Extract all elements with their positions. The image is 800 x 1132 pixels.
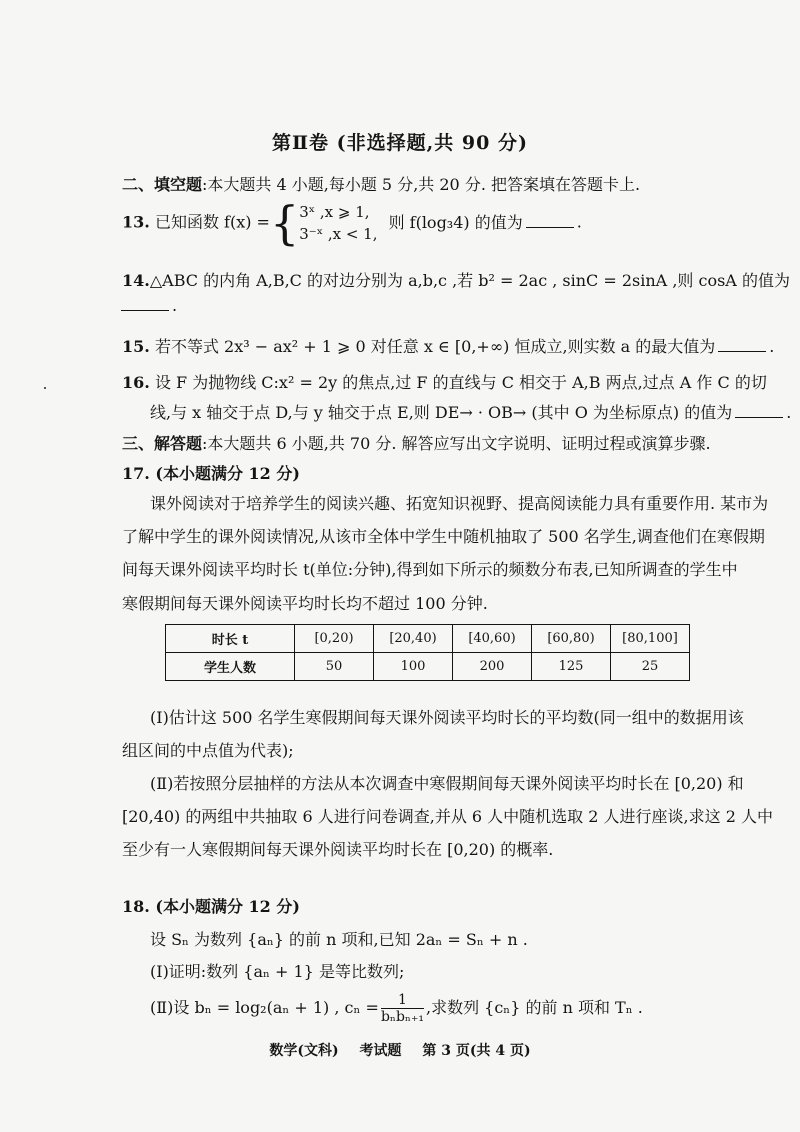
question-16: [122, 370, 767, 393]
q14-text: △ABC 的内角 A,B,C 的对边分别为 a,b,c ,若 b² = 2ac , sinC = 2sinA ,则 cosA 的值为: [149, 271, 790, 290]
question-number: 16.: [122, 373, 150, 392]
q17-part2-line: 至少有一人寒假期间每天课外阅读平均时长在 [0,20) 的概率.: [122, 840, 554, 859]
section-instructions: :本大题共 6 小题,共 70 分. 解答应写出文字说明、证明过程或演算步骤.: [202, 434, 711, 453]
q13-suffix: 则 f(log₃4) 的值为: [388, 212, 523, 232]
count-cell: 100: [374, 653, 453, 681]
question-15: 15. 若不等式 2x³ − ax² + 1 ⩾ 0 对任意 x ∈ [0,+∞) 恒成立,则实数 a 的最大值为 .: [122, 337, 775, 356]
question-number: 13.: [122, 212, 150, 232]
fraction: [381, 992, 424, 1025]
q18-header: 18. (本小题满分 12 分): [122, 897, 300, 916]
case-1: 3ˣ ,x ⩾ 1,: [299, 203, 370, 221]
q15-text: 若不等式 2x³ − ax² + 1 ⩾ 0 对任意 x ∈ [0,+∞) 恒成立,则实数 a 的最大值为: [154, 337, 716, 356]
row-label-students: 学生人数: [166, 653, 295, 681]
q18-part2-suffix: ,求数列 {cₙ} 的前 n 项和 Tₙ .: [425, 998, 643, 1017]
interval-cell: [80,100]: [611, 625, 690, 653]
q13-prefix: 已知函数 f(x) =: [154, 212, 270, 232]
fraction-numerator: 1: [381, 992, 424, 1009]
section-label: 三、解答题: [122, 434, 203, 453]
interval-cell: [60,80): [532, 625, 611, 653]
count-cell: 200: [453, 653, 532, 681]
piecewise-cases: [299, 201, 377, 245]
q17-part2-line: [20,40) 的两组中共抽取 6 人进行问卷调查,并从 6 人中随机选取 2 人进行座谈,求这 2 人中: [122, 807, 773, 826]
section-instructions: :本大题共 4 小题,每小题 5 分,共 20 分. 把答案填在答题卡上.: [202, 175, 641, 194]
fraction-denominator: bₙbₙ₊₁: [380, 1009, 424, 1025]
interval-cell: [0,20): [295, 625, 374, 653]
q17-paragraph-line: 间每天课外阅读平均时长 t(单位:分钟),得到如下所示的频数分布表,已知所调查的学生中: [122, 560, 738, 579]
q17-part1-line: 组区间的中点值为代表);: [122, 741, 294, 760]
question-14: [122, 268, 790, 291]
count-cell: 125: [532, 653, 611, 681]
count-cell: 25: [611, 653, 690, 681]
frequency-table: [165, 624, 690, 681]
interval-cell: [40,60): [453, 625, 532, 653]
answer-blank: [526, 213, 574, 228]
q18-part1: (Ⅰ)证明:数列 {aₙ + 1} 是等比数列;: [150, 962, 405, 981]
section-answer-header: [122, 431, 711, 454]
question-13: 13. 已知函数 f(x) ={3ˣ ,x ⩾ 1, 3⁻ˣ ,x < 1, 则 f(log₃4) 的值为 .: [122, 196, 582, 250]
page-footer: [0, 1040, 800, 1060]
q16-text-line2: 线,与 x 轴交于点 D,与 y 轴交于点 E,则 DE→ · OB→ (其中 O 为坐标原点) 的值为: [150, 403, 733, 422]
answer-blank: [735, 403, 783, 418]
section-label: 二、填空题: [122, 175, 203, 194]
count-cell: 50: [295, 653, 374, 681]
table-row: [166, 653, 690, 681]
question-16-cont: 线,与 x 轴交于点 D,与 y 轴交于点 E,则 DE→ · OB→ (其中 O 为坐标原点) 的值为 .: [150, 403, 792, 422]
section-fill-in-header: [122, 172, 640, 195]
footer-exam: 考试题: [359, 1043, 402, 1059]
table-row: [166, 625, 690, 653]
footer-page-number: 第 3 页(共 4 页): [422, 1043, 531, 1059]
q16-text-line1: 设 F 为抛物线 C:x² = 2y 的焦点,过 F 的直线与 C 相交于 A,B 两点,过点 A 作 C 的切: [154, 373, 767, 392]
q17-part1-line: (Ⅰ)估计这 500 名学生寒假期间每天课外阅读平均时长的平均数(同一组中的数据用该: [150, 708, 744, 727]
case-2: 3⁻ˣ ,x < 1,: [299, 225, 378, 243]
brace-glyph: {: [269, 196, 300, 250]
question-number: 15.: [122, 337, 150, 356]
q18-paragraph: 设 Sₙ 为数列 {aₙ} 的前 n 项和,已知 2aₙ = Sₙ + n .: [150, 930, 528, 949]
q17-part2-line: (Ⅱ)若按照分层抽样的方法从本次调查中寒假期间每天课外阅读平均时长在 [0,20) 和: [150, 774, 744, 793]
footer-subject: 数学(文科): [269, 1043, 339, 1059]
q18-part2-prefix: (Ⅱ)设 bₙ = log₂(aₙ + 1) , cₙ =: [150, 998, 379, 1017]
q17-paragraph-line: 了解中学生的课外阅读情况,从该市全体中学生中随机抽取了 500 名学生,调查他们在寒假期: [122, 527, 765, 546]
answer-blank: [121, 296, 169, 311]
interval-cell: [20,40): [374, 625, 453, 653]
q17-header: 17. (本小题满分 12 分): [122, 464, 300, 483]
row-label-duration: 时长 t: [166, 625, 295, 653]
question-number: 14.: [122, 271, 150, 290]
q17-paragraph-line: 课外阅读对于培养学生的阅读兴趣、拓宽知识视野、提高阅读能力具有重要作用. 某市为: [150, 494, 769, 513]
q18-part2: [150, 992, 643, 1025]
q14-answer-line: .: [118, 296, 177, 315]
answer-blank: [718, 337, 766, 352]
page-title: 第Ⅱ卷 (非选择题,共 90 分): [272, 132, 528, 154]
q17-paragraph-line: 寒假期间每天课外阅读平均时长均不超过 100 分钟.: [122, 594, 488, 613]
scan-dot: [44, 387, 46, 389]
